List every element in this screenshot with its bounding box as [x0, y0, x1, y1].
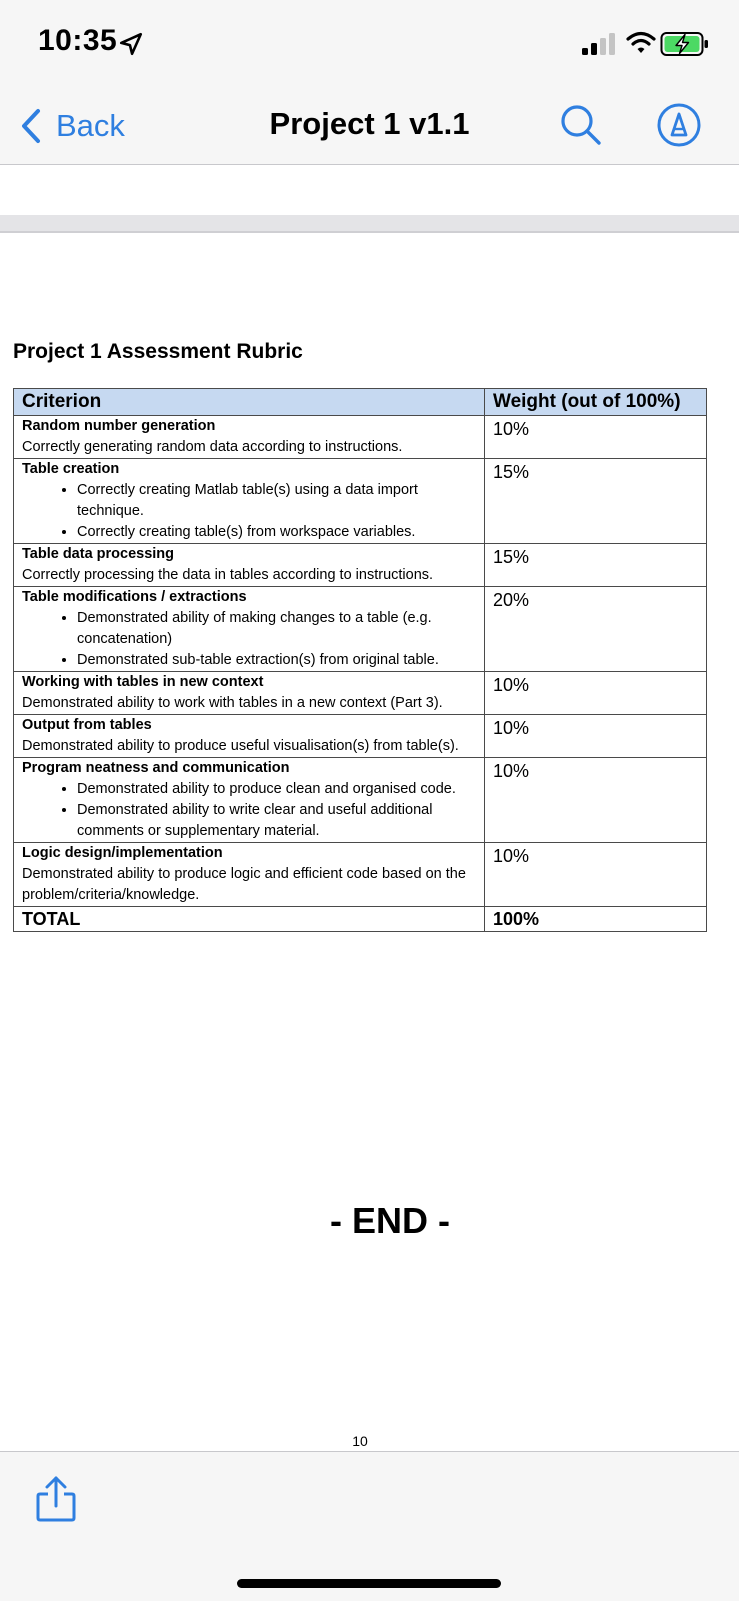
criterion-bullet: • Demonstrated ability to produce clean and organised code.: [77, 779, 477, 800]
criterion-cell: [14, 416, 485, 459]
criterion-cell: [14, 544, 485, 587]
table-row: [14, 843, 707, 907]
criterion-description: Demonstrated ability to produce logic and efficient code based on the problem/criteria/knowledge.: [22, 866, 466, 903]
criterion-cell: [14, 672, 485, 715]
weight-cell: 10%: [485, 672, 707, 715]
weight-header: Weight (out of 100%): [485, 389, 707, 416]
criterion-bullet: • Demonstrated ability of making changes to a table (e.g. concatenation): [77, 608, 477, 650]
cellular-signal-icon: [582, 33, 616, 55]
criterion-bullet: • Demonstrated sub-table extraction(s) from original table.: [77, 650, 477, 671]
document-title: Project 1 v1.1: [269, 106, 470, 141]
table-row: [14, 416, 707, 459]
criterion-cell: [14, 459, 485, 544]
criterion-name: Output from tables: [22, 717, 152, 733]
criterion-name: Logic design/implementation: [22, 845, 223, 861]
table-row: [14, 587, 707, 672]
criterion-name: Table data processing: [22, 546, 175, 562]
page-divider: [0, 215, 739, 233]
criterion-cell: [14, 758, 485, 843]
criterion-description: Correctly generating random data according to instructions.: [22, 439, 403, 455]
back-label: Back: [56, 108, 125, 143]
table-row: [14, 459, 707, 544]
rubric-title: Project 1 Assessment Rubric: [13, 340, 303, 363]
table-row: [14, 758, 707, 843]
criterion-header: Criterion: [14, 389, 485, 416]
criterion-bullet: • Correctly creating Matlab table(s) using a data import technique.: [77, 480, 477, 522]
criterion-description: Demonstrated ability to produce useful visualisation(s) from table(s).: [22, 738, 459, 754]
wifi-icon: [626, 31, 656, 55]
weight-cell: 15%: [485, 544, 707, 587]
search-icon[interactable]: [558, 102, 604, 148]
home-indicator[interactable]: [237, 1579, 501, 1588]
weight-cell: 10%: [485, 843, 707, 907]
criterion-description: Demonstrated ability to work with tables in a new context (Part 3).: [22, 695, 443, 711]
document-viewer[interactable]: [0, 165, 739, 1451]
end-marker: - END -: [330, 1200, 450, 1241]
total-row: [14, 907, 707, 932]
navigation-bar: [0, 90, 739, 165]
total-label: TOTAL: [14, 907, 485, 932]
table-row: [14, 715, 707, 758]
criterion-cell: [14, 843, 485, 907]
weight-cell: 10%: [485, 416, 707, 459]
criterion-name: Table modifications / extractions: [22, 589, 247, 605]
table-row: [14, 672, 707, 715]
status-time: 10:35: [38, 24, 118, 57]
share-icon[interactable]: [34, 1474, 78, 1524]
criterion-name: Table creation: [22, 461, 120, 477]
criterion-cell: [14, 715, 485, 758]
criterion-cell: [14, 587, 485, 672]
markup-pen-icon[interactable]: [656, 102, 702, 148]
status-bar: [0, 0, 739, 90]
weight-cell: 10%: [485, 758, 707, 843]
criterion-name: Working with tables in new context: [22, 674, 264, 690]
weight-cell: 10%: [485, 715, 707, 758]
criterion-name: Program neatness and communication: [22, 760, 290, 776]
location-arrow-icon: [118, 31, 144, 57]
battery-charging-icon: [660, 31, 710, 57]
assessment-rubric-table: [13, 388, 707, 932]
criterion-bullets: [22, 779, 477, 842]
page-number: 10: [352, 1433, 368, 1449]
criterion-bullets: [22, 480, 477, 543]
bottom-toolbar: [0, 1451, 739, 1601]
criterion-description: Correctly processing the data in tables according to instructions.: [22, 567, 434, 583]
criterion-bullets: [22, 608, 477, 671]
criterion-bullet: • Correctly creating table(s) from workspace variables.: [77, 522, 477, 543]
criterion-name: Random number generation: [22, 418, 216, 434]
weight-cell: 20%: [485, 587, 707, 672]
table-header-row: [14, 389, 707, 416]
weight-cell: 15%: [485, 459, 707, 544]
criterion-bullet: • Demonstrated ability to write clear and useful additional comments or supplementary material.: [77, 800, 477, 842]
total-weight: 100%: [485, 907, 707, 932]
table-row: [14, 544, 707, 587]
